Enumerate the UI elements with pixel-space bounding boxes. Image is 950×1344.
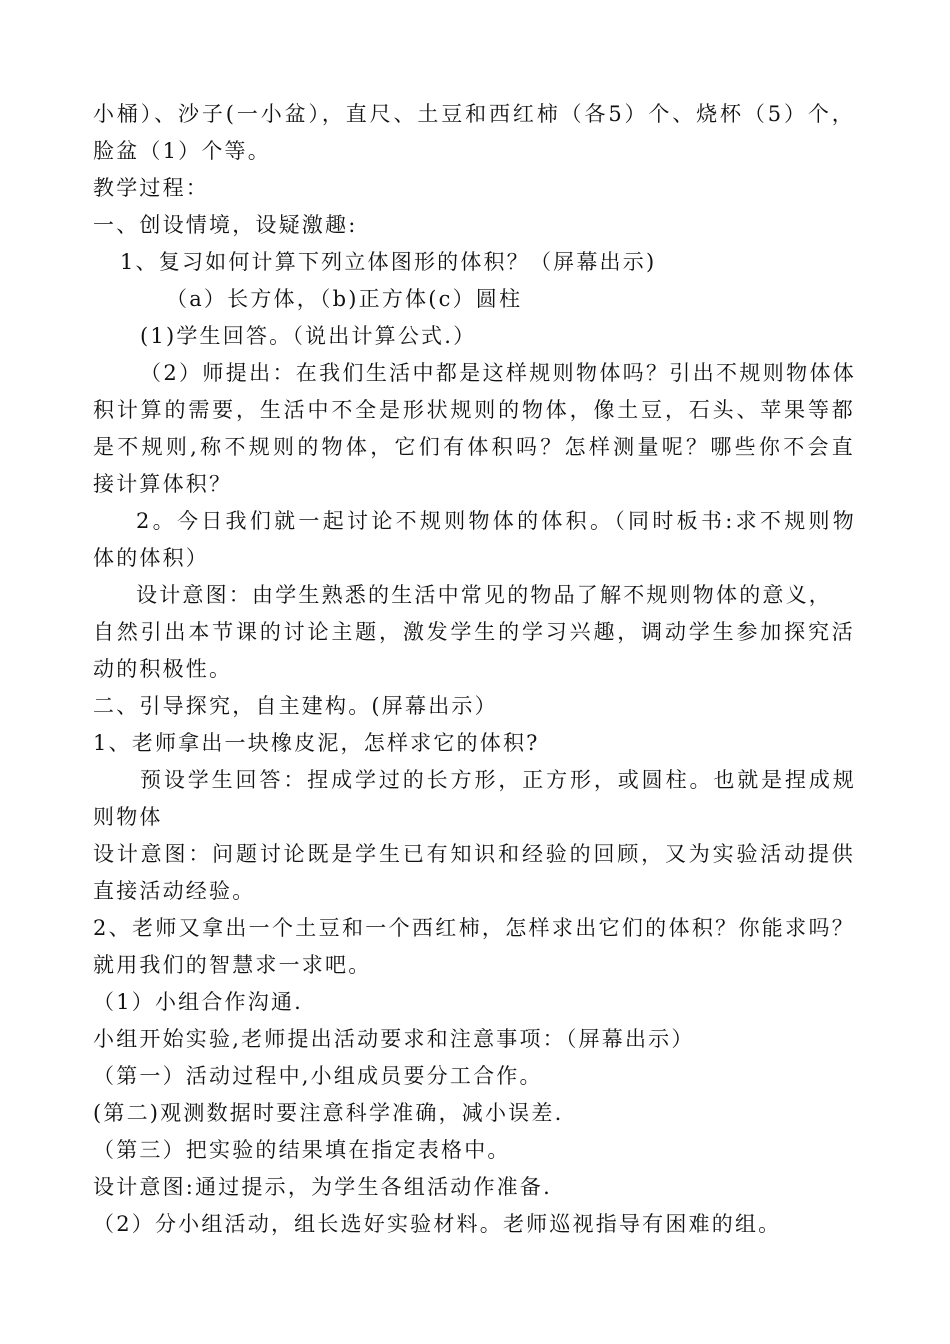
text-line: 设计意图：问题讨论既是学生已有知识和经验的回顾，又为实验活动提供 — [93, 842, 855, 866]
text-line: （第三）把实验的结果填在指定表格中。 — [93, 1138, 511, 1162]
text-line: 预设学生回答：捏成学过的长方形，正方形，或圆柱。也就是捏成规 — [140, 768, 856, 792]
text-line: 小组开始实验,老师提出活动要求和注意事项：（屏幕出示） — [93, 1027, 695, 1051]
text-line: （2）分小组活动，组长选好实验材料。老师巡视指导有困难的组。 — [93, 1212, 782, 1236]
text-line: 动的积极性。 — [93, 657, 233, 681]
text-line: 接计算体积？ — [93, 472, 233, 496]
text-line: （a）长方体，（b)正方体(c）圆柱 — [166, 287, 523, 311]
text-line: （第一）活动过程中,小组成员要分工合作。 — [93, 1064, 543, 1088]
text-line: （2）师提出：在我们生活中都是这样规则物体吗？引出不规则物体体 — [140, 361, 856, 385]
text-line: 1、复习如何计算下列立体图形的体积？（屏幕出示) — [120, 250, 657, 274]
text-line: 则物体 — [93, 805, 163, 829]
text-line: 直接活动经验。 — [93, 879, 256, 903]
section-heading: 二、引导探究，自主建构。(屏幕出示） — [93, 694, 498, 718]
section-heading: 教学过程： — [93, 176, 209, 200]
text-line: 自然引出本节课的讨论主题，激发学生的学习兴趣，调动学生参加探究活 — [93, 620, 855, 644]
text-line: 是不规则,称不规则的物体，它们有体积吗？怎样测量呢？哪些你不会直 — [93, 435, 855, 459]
text-line: 就用我们的智慧求一求吧。 — [93, 953, 372, 977]
text-line: （1）小组合作沟通. — [93, 990, 304, 1014]
text-line: 2。今日我们就一起讨论不规则物体的体积。（同时板书:求不规则物 — [136, 509, 856, 533]
text-line: (1)学生回答。（说出计算公式.） — [140, 324, 477, 348]
text-line: (第二)观测数据时要注意科学准确，减小误差. — [93, 1101, 564, 1125]
text-line: 1、老师拿出一块橡皮泥，怎样求它的体积? — [93, 731, 540, 755]
text-line: 体的体积） — [93, 546, 209, 570]
text-line: 小桶）、沙子(一小盆），直尺、土豆和西红柿（各5）个、烧杯（5）个， — [93, 102, 855, 126]
text-line: 2、老师又拿出一个土豆和一个西红柿，怎样求出它们的体积？你能求吗？ — [93, 916, 855, 940]
text-line: 脸盆（1）个等。 — [93, 139, 271, 163]
text-line: 积计算的需要，生活中不全是形状规则的物体，像土豆，石头、苹果等都 — [93, 398, 855, 422]
text-line: 设计意图:通过提示，为学生各组活动作准备. — [93, 1175, 552, 1199]
section-heading: 一、创设情境，设疑激趣: — [93, 213, 358, 237]
text-line: 设计意图：由学生熟悉的生活中常见的物品了解不规则物体的意义， — [136, 583, 832, 607]
